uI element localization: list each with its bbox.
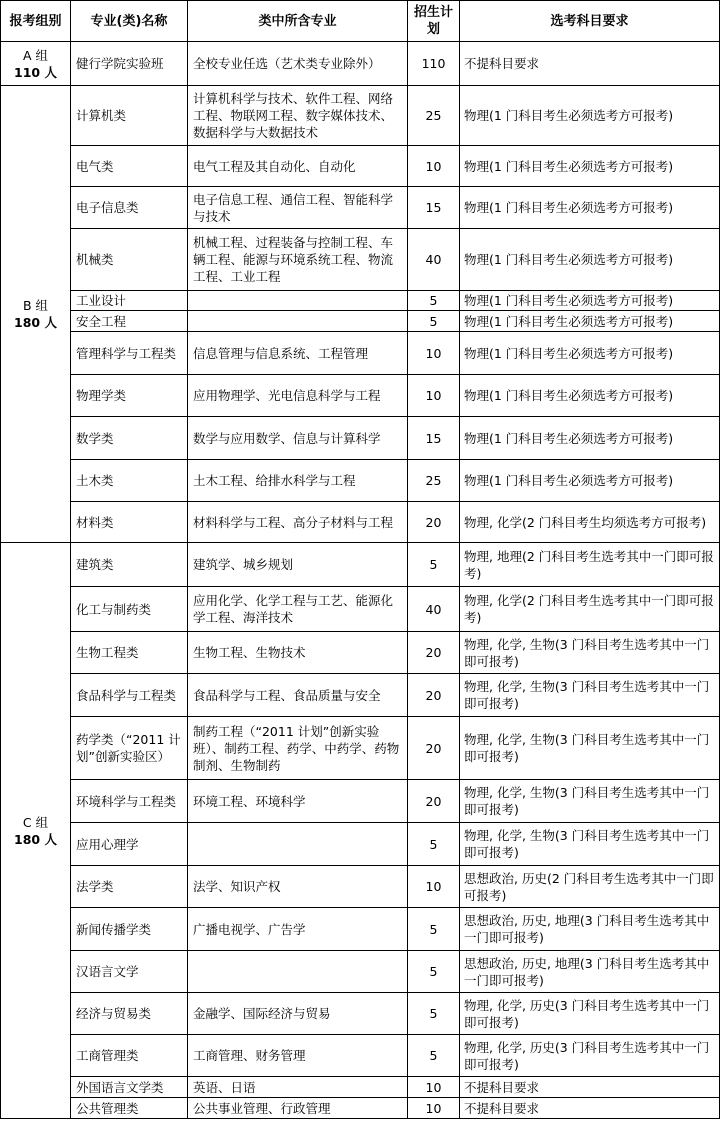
table-row — [1, 993, 720, 1035]
major-cell: 健行学院实验班 — [71, 42, 188, 86]
plan-cell: 5 — [408, 951, 460, 993]
major-cell: 安全工程 — [71, 311, 188, 332]
table-row — [1, 717, 720, 780]
included-cell: 土木工程、给排水科学与工程 — [188, 460, 408, 502]
plan-cell: 5 — [408, 543, 460, 587]
included-cell — [188, 823, 408, 866]
plan-cell: 10 — [408, 375, 460, 417]
requirement-cell: 物理, 化学, 生物(3 门科目考生选考其中一门即可报考) — [460, 823, 720, 866]
requirement-cell: 物理, 化学, 历史(3 门科目考生选考其中一门即可报考) — [460, 993, 720, 1035]
included-cell: 英语、日语 — [188, 1077, 408, 1098]
requirement-cell: 不提科目要求 — [460, 1077, 720, 1098]
included-cell: 生物工程、生物技术 — [188, 632, 408, 674]
included-cell: 环境工程、环境科学 — [188, 780, 408, 823]
requirement-cell: 物理, 地理(2 门科目考生选考其中一门即可报考) — [460, 543, 720, 587]
plan-cell: 5 — [408, 311, 460, 332]
requirement-cell: 物理, 化学(2 门科目考生选考其中一门即可报考) — [460, 587, 720, 632]
plan-cell: 10 — [408, 1098, 460, 1119]
major-cell: 物理学类 — [71, 375, 188, 417]
plan-cell: 5 — [408, 1035, 460, 1077]
plan-cell: 10 — [408, 332, 460, 375]
table-row — [1, 632, 720, 674]
table-row — [1, 229, 720, 291]
major-cell: 管理科学与工程类 — [71, 332, 188, 375]
major-cell: 工业设计 — [71, 291, 188, 311]
included-cell: 计算机科学与技术、软件工程、网络工程、物联网工程、数字媒体技术、数据科学与大数据技术 — [188, 86, 408, 146]
major-cell: 工商管理类 — [71, 1035, 188, 1077]
major-cell: 电子信息类 — [71, 187, 188, 229]
major-cell: 生物工程类 — [71, 632, 188, 674]
group-count: 180 人 — [14, 831, 57, 847]
requirement-cell: 物理, 化学, 生物(3 门科目考生选考其中一门即可报考) — [460, 780, 720, 823]
major-cell: 公共管理类 — [71, 1098, 188, 1119]
requirement-cell: 思想政治, 历史, 地理(3 门科目考生选考其中一门即可报考) — [460, 951, 720, 993]
table-row — [1, 187, 720, 229]
included-cell: 公共事业管理、行政管理 — [188, 1098, 408, 1119]
group-label: C 组 — [22, 814, 49, 830]
plan-cell: 15 — [408, 417, 460, 460]
plan-cell: 25 — [408, 86, 460, 146]
included-cell: 电子信息工程、通信工程、智能科学与技术 — [188, 187, 408, 229]
plan-cell: 25 — [408, 460, 460, 502]
major-cell: 汉语言文学 — [71, 951, 188, 993]
major-cell: 土木类 — [71, 460, 188, 502]
requirement-cell: 物理(1 门科目考生必须选考方可报考) — [460, 291, 720, 311]
requirement-cell: 思想政治, 历史(2 门科目考生选考其中一门即可报考) — [460, 866, 720, 908]
table-row — [1, 42, 720, 86]
requirement-cell: 物理, 化学, 历史(3 门科目考生选考其中一门即可报考) — [460, 1035, 720, 1077]
major-cell: 计算机类 — [71, 86, 188, 146]
requirement-cell: 物理(1 门科目考生必须选考方可报考) — [460, 311, 720, 332]
major-cell: 机械类 — [71, 229, 188, 291]
included-cell: 应用化学、化学工程与工艺、能源化学工程、海洋技术 — [188, 587, 408, 632]
major-cell: 数学类 — [71, 417, 188, 460]
plan-cell: 20 — [408, 674, 460, 717]
table-row — [1, 291, 720, 311]
header-plan: 招生计划 — [408, 1, 460, 42]
table-row — [1, 587, 720, 632]
requirement-cell: 物理(1 门科目考生必须选考方可报考) — [460, 187, 720, 229]
requirement-cell: 物理, 化学, 生物(3 门科目考生选考其中一门即可报考) — [460, 674, 720, 717]
plan-cell: 20 — [408, 502, 460, 543]
major-cell: 材料类 — [71, 502, 188, 543]
table-row — [1, 780, 720, 823]
requirement-cell: 物理(1 门科目考生必须选考方可报考) — [460, 146, 720, 187]
major-cell: 法学类 — [71, 866, 188, 908]
major-cell: 经济与贸易类 — [71, 993, 188, 1035]
included-cell: 金融学、国际经济与贸易 — [188, 993, 408, 1035]
table-row — [1, 375, 720, 417]
included-cell — [188, 291, 408, 311]
header-requirement: 选考科目要求 — [460, 1, 720, 42]
plan-cell: 5 — [408, 908, 460, 951]
table-row — [1, 674, 720, 717]
included-cell: 电气工程及其自动化、自动化 — [188, 146, 408, 187]
group-cell — [1, 42, 71, 86]
table-row — [1, 866, 720, 908]
table-row — [1, 951, 720, 993]
requirement-cell: 不提科目要求 — [460, 1098, 720, 1119]
requirement-cell: 思想政治, 历史, 地理(3 门科目考生选考其中一门即可报考) — [460, 908, 720, 951]
header-major: 专业(类)名称 — [71, 1, 188, 42]
table-body — [1, 42, 720, 1119]
header-group: 报考组别 — [1, 1, 71, 42]
table-row — [1, 311, 720, 332]
requirement-cell: 物理, 化学, 生物(3 门科目考生选考其中一门即可报考) — [460, 632, 720, 674]
included-cell — [188, 311, 408, 332]
table-row — [1, 417, 720, 460]
header-included: 类中所含专业 — [188, 1, 408, 42]
group-cell — [1, 86, 71, 543]
table-row — [1, 1077, 720, 1098]
plan-cell: 5 — [408, 823, 460, 866]
major-cell: 化工与制药类 — [71, 587, 188, 632]
table-row — [1, 543, 720, 587]
included-cell: 食品科学与工程、食品质量与安全 — [188, 674, 408, 717]
table-row — [1, 1035, 720, 1077]
requirement-cell: 不提科目要求 — [460, 42, 720, 86]
included-cell: 工商管理、财务管理 — [188, 1035, 408, 1077]
plan-cell: 20 — [408, 780, 460, 823]
included-cell: 材料科学与工程、高分子材料与工程 — [188, 502, 408, 543]
table-row — [1, 1098, 720, 1119]
plan-cell: 15 — [408, 187, 460, 229]
group-count: 110 人 — [14, 64, 57, 80]
included-cell — [188, 951, 408, 993]
major-cell: 环境科学与工程类 — [71, 780, 188, 823]
table-row — [1, 908, 720, 951]
requirement-cell: 物理(1 门科目考生必须选考方可报考) — [460, 86, 720, 146]
included-cell: 全校专业任选（艺术类专业除外） — [188, 42, 408, 86]
plan-cell: 5 — [408, 291, 460, 311]
requirement-cell: 物理(1 门科目考生必须选考方可报考) — [460, 332, 720, 375]
table-header-row — [1, 1, 720, 42]
included-cell: 建筑学、城乡规划 — [188, 543, 408, 587]
table-row — [1, 146, 720, 187]
plan-cell: 20 — [408, 632, 460, 674]
group-count: 180 人 — [14, 315, 57, 330]
plan-cell: 40 — [408, 587, 460, 632]
major-cell: 应用心理学 — [71, 823, 188, 866]
table-row — [1, 86, 720, 146]
plan-cell: 10 — [408, 146, 460, 187]
plan-cell: 5 — [408, 993, 460, 1035]
included-cell: 制药工程（“2011 计划”创新实验班）、制药工程、药学、中药学、药物制剂、生物制药 — [188, 717, 408, 780]
plan-cell: 20 — [408, 717, 460, 780]
major-cell: 建筑类 — [71, 543, 188, 587]
table-row — [1, 823, 720, 866]
major-cell: 电气类 — [71, 146, 188, 187]
group-label: B 组 — [22, 298, 49, 313]
requirement-cell: 物理(1 门科目考生必须选考方可报考) — [460, 460, 720, 502]
table-row — [1, 502, 720, 543]
table-row — [1, 460, 720, 502]
plan-cell: 110 — [408, 42, 460, 86]
included-cell: 法学、知识产权 — [188, 866, 408, 908]
plan-cell: 10 — [408, 866, 460, 908]
requirement-cell: 物理, 化学(2 门科目考生均须选考方可报考) — [460, 502, 720, 543]
included-cell: 广播电视学、广告学 — [188, 908, 408, 951]
group-label: A 组 — [22, 47, 49, 63]
major-cell: 食品科学与工程类 — [71, 674, 188, 717]
plan-cell: 40 — [408, 229, 460, 291]
included-cell: 机械工程、过程装备与控制工程、车辆工程、能源与环境系统工程、物流工程、工业工程 — [188, 229, 408, 291]
requirement-cell: 物理(1 门科目考生必须选考方可报考) — [460, 229, 720, 291]
requirement-cell: 物理(1 门科目考生必须选考方可报考) — [460, 417, 720, 460]
table-row — [1, 332, 720, 375]
plan-cell: 10 — [408, 1077, 460, 1098]
major-cell: 药学类（“2011 计划”创新实验区） — [71, 717, 188, 780]
requirement-cell: 物理(1 门科目考生必须选考方可报考) — [460, 375, 720, 417]
group-cell — [1, 543, 71, 1119]
included-cell: 应用物理学、光电信息科学与工程 — [188, 375, 408, 417]
requirement-cell: 物理, 化学, 生物(3 门科目考生选考其中一门即可报考) — [460, 717, 720, 780]
included-cell: 数学与应用数学、信息与计算科学 — [188, 417, 408, 460]
major-cell: 外国语言文学类 — [71, 1077, 188, 1098]
major-cell: 新闻传播学类 — [71, 908, 188, 951]
included-cell: 信息管理与信息系统、工程管理 — [188, 332, 408, 375]
